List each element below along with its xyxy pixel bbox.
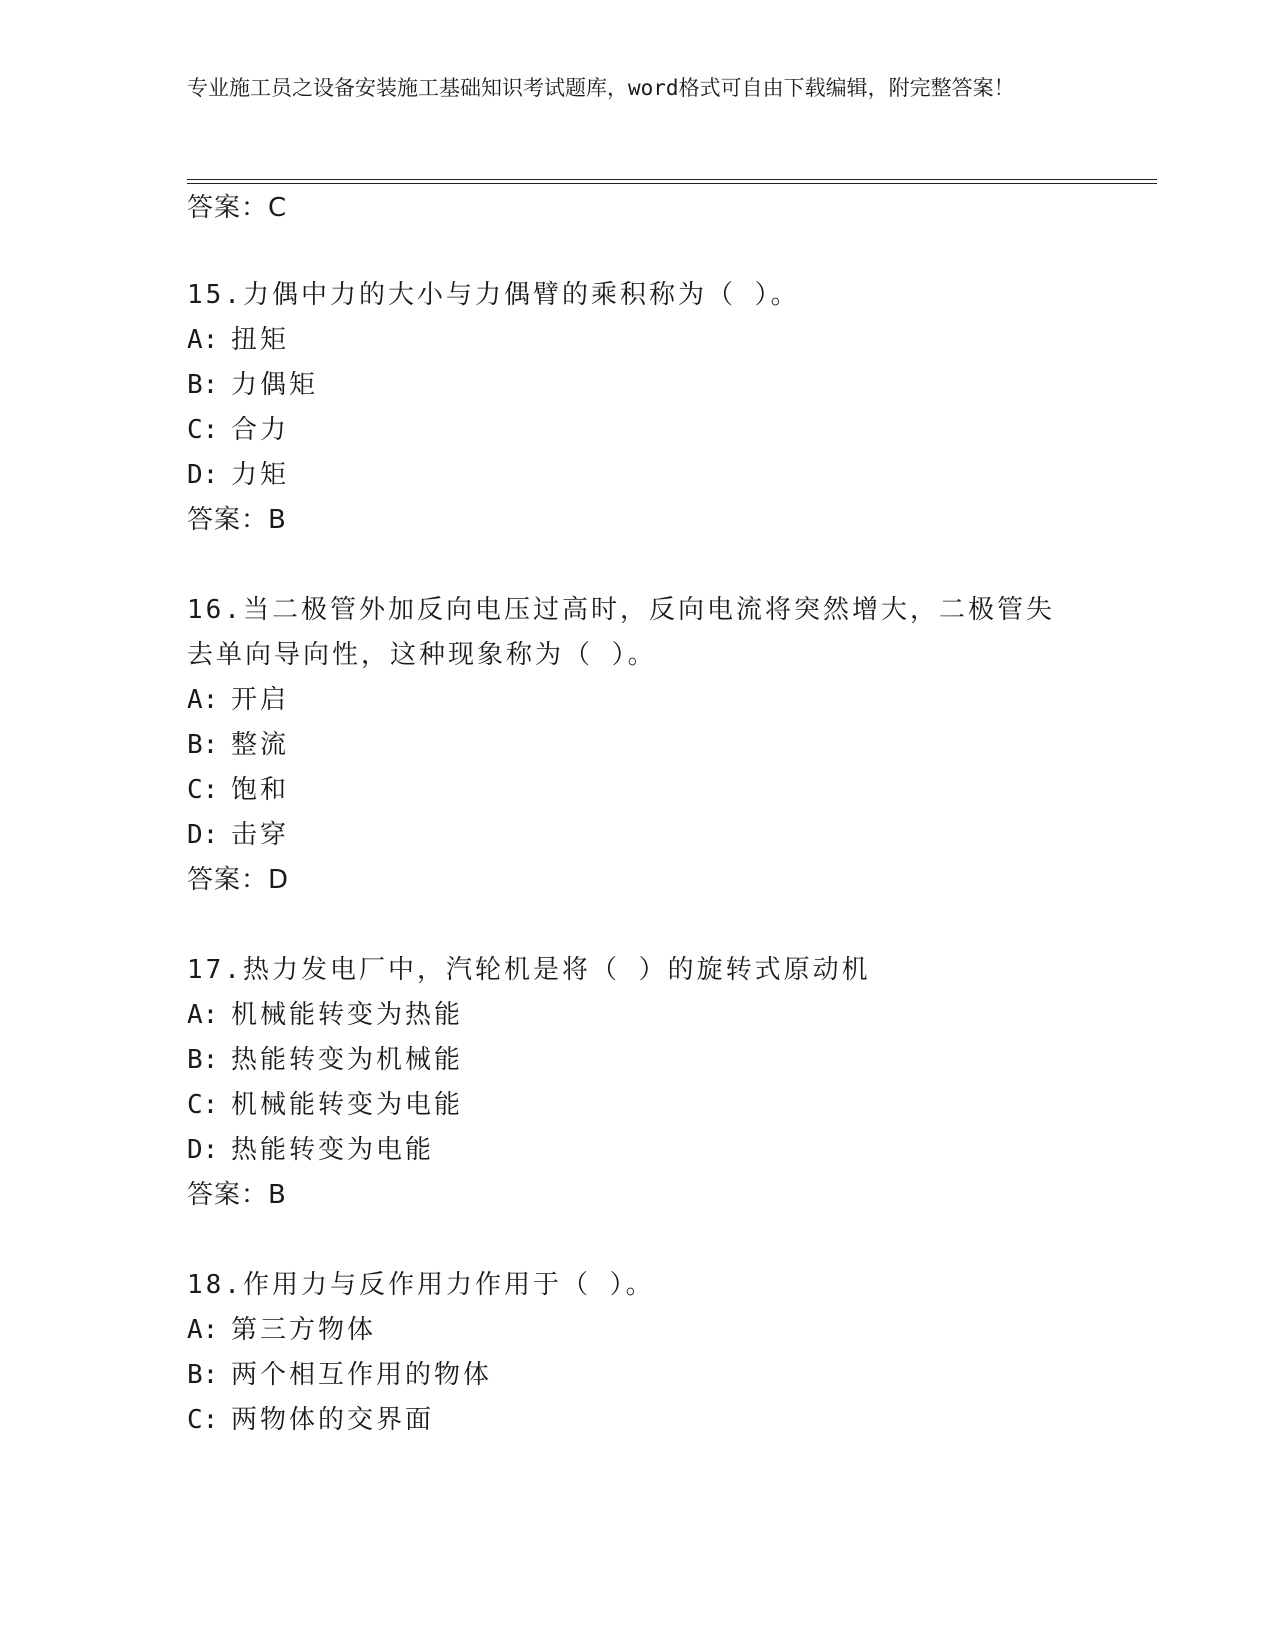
- question-stem: 16.当二极管外加反向电压过高时，反向电流将突然增大，二极管失去单向导向性，这种现象称为（ ）。: [187, 595, 1055, 670]
- option-a: A: 开启: [187, 685, 290, 715]
- answer-label: 答案：B: [187, 1180, 287, 1210]
- option-b: B: 力偶矩: [187, 370, 319, 400]
- question-16: [187, 588, 1067, 903]
- header-divider-top: [187, 179, 1157, 180]
- option-c: C: 饱和: [187, 775, 290, 805]
- option-b: B: 两个相互作用的物体: [187, 1360, 493, 1390]
- option-c: C: 两物体的交界面: [187, 1405, 435, 1435]
- answer-label: 答案：B: [187, 505, 287, 535]
- option-d: D: 热能转变为电能: [187, 1135, 435, 1165]
- question-18: [187, 1263, 1087, 1443]
- option-b: B: 整流: [187, 730, 290, 760]
- option-b: B: 热能转变为机械能: [187, 1045, 464, 1075]
- option-c: C: 合力: [187, 415, 290, 445]
- question-17: [187, 948, 1087, 1218]
- option-c: C: 机械能转变为电能: [187, 1090, 464, 1120]
- option-d: D: 击穿: [187, 820, 290, 850]
- option-a: A: 第三方物体: [187, 1315, 377, 1345]
- question-stem: 17.热力发电厂中，汽轮机是将（ ）的旋转式原动机: [187, 955, 871, 985]
- document-header: 专业施工员之设备安装施工基础知识考试题库，word格式可自由下载编辑，附完整答案！: [187, 76, 1015, 100]
- question-stem: 18.作用力与反作用力作用于（ ）。: [187, 1270, 655, 1300]
- option-a: A: 机械能转变为热能: [187, 1000, 464, 1030]
- option-d: D: 力矩: [187, 460, 290, 490]
- answer-label: 答案：C: [187, 193, 288, 223]
- option-a: A: 扭矩: [187, 325, 290, 355]
- question-stem: 15.力偶中力的大小与力偶臂的乘积称为（ ）。: [187, 280, 800, 310]
- question-15: [187, 273, 1087, 543]
- header-divider-bottom: [187, 183, 1157, 184]
- answer-label: 答案：D: [187, 865, 290, 895]
